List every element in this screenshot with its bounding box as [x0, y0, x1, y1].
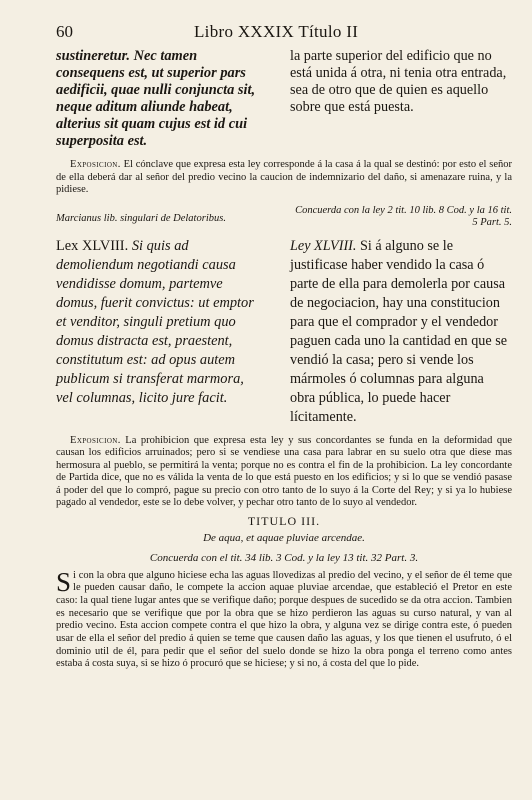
drop-cap: S	[56, 566, 72, 597]
titulo-body-text: i con la obra que alguno hiciese echa las aguas llovedizas al predio del vecino, y el señor de él teme que le pueden causar daño, le compete la accion aquae pluviae arcendae, que estableció el Pretor en este caso: la qual tiene lugar antes que se verifique daño; porque despues de sucedido se da otra accion. Tambien es necesario que se verifique que por la obra que se hizo perdieron las aguas su curso natural, y van al predio vecino. Esta accion compete contra el que hizo la obra, y alguna vez se dirige contra este, ó pueden usar de ella el señor del predio á quien se teme que causen daño las aguas, y los que tienen el usufruto, ó el dominio util de él, para pedir que el señor del suelo donde se hizo la obra ponga el terreno como antes estaba á costa suya, si se hizo ó procuró que se hiciese; y si no, á costa del que lo pide.	[56, 569, 512, 670]
exposicion-2	[56, 435, 512, 510]
lex48-sources	[56, 205, 512, 230]
latin-continuation: sustineretur. Nec tamen consequens est, ut superior pars aedificii, quae nulli conjuncta sit, neque aditum aliunde habeat, alterius sit quam cujus est id cui superposita est.	[56, 48, 256, 149]
ley-text-spanish: Si á alguno se le justificase haber vendido la casa ó parte de ella para demolerla por causa de negociacion, hay una constitucion para que el comprador y el vendedor paguen cada uno la cantidad en que se vendió la casa; pero si vende los mármoles ó columnas para alguna obra pública, lo puede hacer lícitamente.	[290, 237, 508, 425]
lex48-latin	[56, 237, 261, 427]
titulo-body	[56, 566, 512, 672]
spanish-continuation: la parte superior del edificio que no está unida á otra, ni tenia otra entrada, sea de otro que de quien es aquello sobre que está puesta.	[290, 48, 507, 115]
exposicion-1	[56, 159, 512, 197]
page-header	[56, 22, 512, 46]
page-number: 60	[56, 22, 73, 41]
running-title: Libro XXXIX Título II	[194, 22, 359, 41]
exposicion-label: Exposicion.	[70, 159, 121, 170]
exposicion-text: La prohibicion que expresa esta ley y sus concordantes se funda en la deformidad que causan los edificios arruinados; pero si se vendiese una casa para labrar en su suelo otra que diese mas hermosura al pueblo, se permitirá la venta; porque no es contra el fin de la prohibicion. La ley concordante de Partida dice, que no es válida la venta de lo que está puesto en los edificios; y si lo que se vendió pasase á poder del que lo compró, pague su precio con otro tanto de lo suyo á la Corte del Rey; y si ya lo hubiese pagado al vendedor, este se lo debe volver, y pechar otro tanto de lo suyo al vendedor.	[56, 434, 513, 508]
titulo-heading: TITULO III.	[247, 513, 321, 528]
top-columns	[56, 48, 512, 150]
exposicion-text: El cónclave que expresa esta ley corresponde á la casa á la qual se destinó: por esto el señor de ella deberá dar al señor del predio vecino la caucion de indemnizario del daño, si amenazare ruina, y la pidiese.	[56, 159, 512, 195]
exposicion-label: Exposicion.	[70, 434, 121, 446]
lex48-columns	[56, 237, 512, 427]
spanish-concordance: Concuerda con la ley 2 tit. 10 lib. 8 Cod. y la 16 tit. 5 Part. 5.	[295, 204, 512, 228]
lex-text-latin: Si quis ad demoliendum negotiandi causa vendidisse domum, partemve domus, fuerit convictus: ut emptor et venditor, singuli pretium quo domus distracta est, praestent, constitutum est: ad opus autem publicum si transferat marmora, vel columnas, licito jure facit.	[56, 237, 254, 406]
ley-number-spanish: Ley XLVIII.	[290, 237, 357, 254]
latin-source: Marcianus lib. singulari de Delatoribus.	[56, 212, 226, 224]
lex48-spanish	[290, 237, 512, 427]
lex-number-latin: Lex XLVIII.	[56, 237, 129, 254]
titulo-concordance: Concuerda con el tit. 34 lib. 3 Cod. y la ley 13 tit. 32 Part. 3.	[149, 551, 419, 564]
titulo-subtitle: De aqua, et aquae pluviae arcendae.	[203, 531, 365, 544]
